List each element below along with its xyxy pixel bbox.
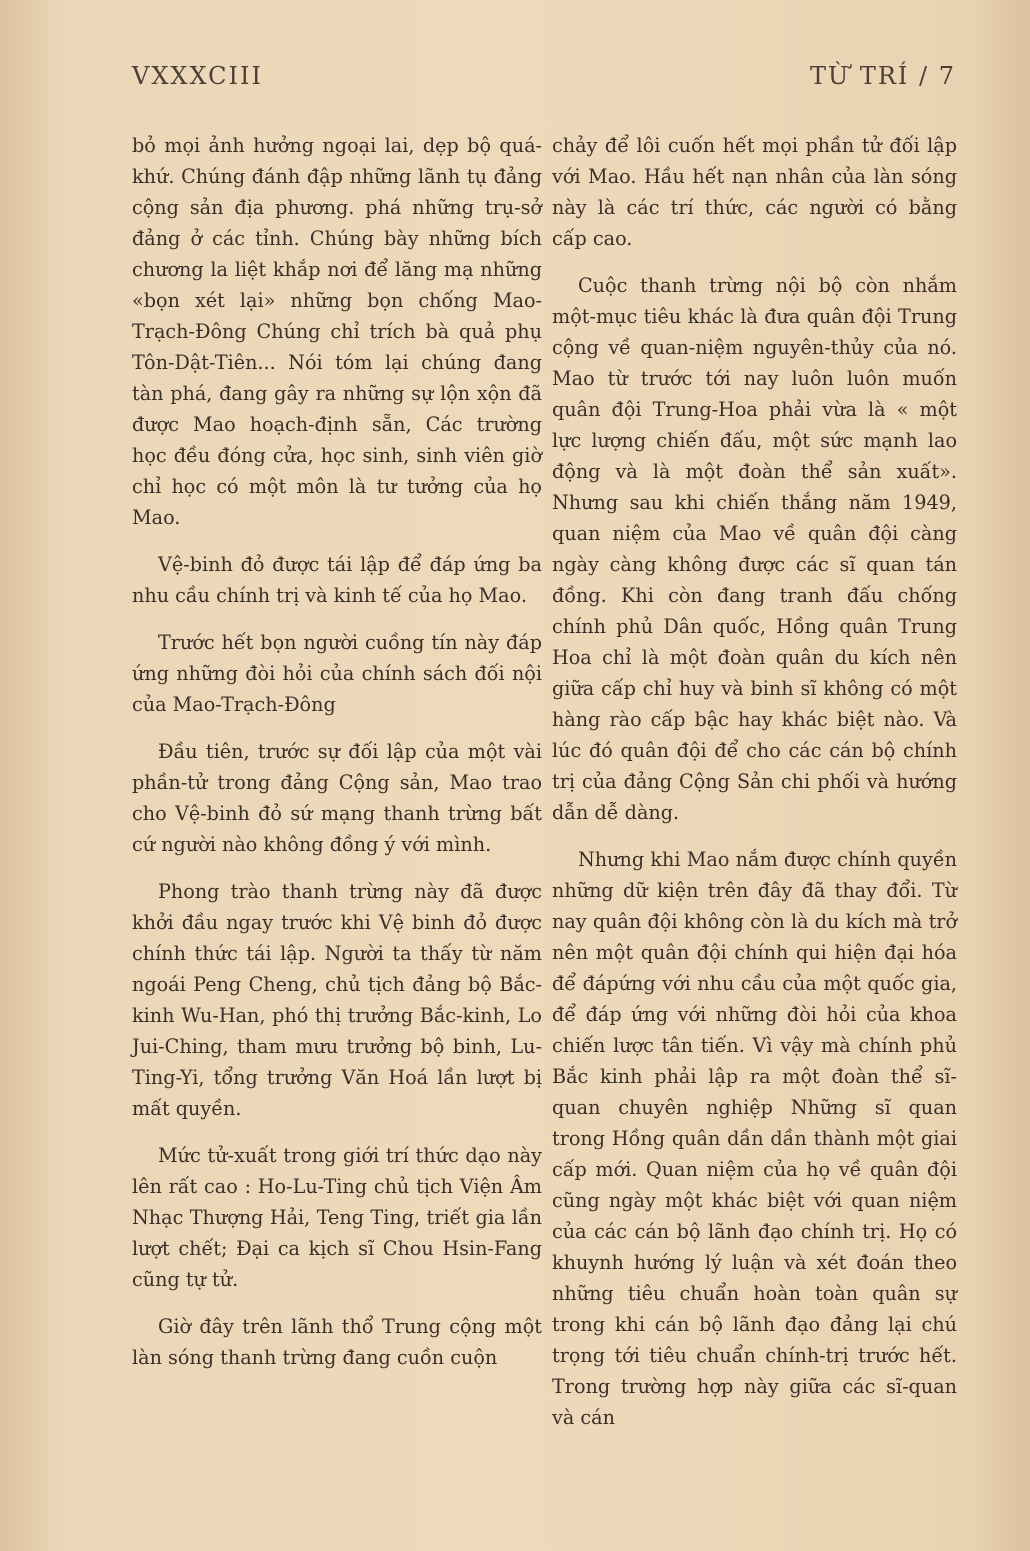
paragraph: bỏ mọi ảnh hưởng ngoại lai, dẹp bộ quá-khứ. Chúng đánh đập những lãnh tụ đảng cộng sản địa phương. phá những trụ-sở đảng ở các tỉnh. Chúng bày những bích chương la liệt khắp nơi để lăng mạ những «bọn xét lại» những bọn chống Mao-Trạch-Đông Chúng chỉ trích bà quả phụ Tôn-Dật-Tiên... Nói tóm lại chúng đang tàn phá, đang gây ra những sự lộn xộn đã được Mao hoạch-định sẵn, Các trường học đều đóng cửa, học sinh, sinh viên giờ chỉ học có một môn là tư tưởng của họ Mao.	[132, 134, 542, 529]
paragraph: Giờ đây trên lãnh thổ Trung cộng một làn sóng thanh trừng đang cuồn cuộn	[132, 1315, 542, 1369]
paragraph: Đầu tiên, trước sự đối lập của một vài phần-tử trong đảng Cộng sản, Mao trao cho Vệ-binh đỏ sứ mạng thanh trừng bất cứ người nào không đồng ý với mình.	[132, 740, 542, 856]
paragraph: chảy để lôi cuốn hết mọi phần tử đối lập với Mao. Hầu hết nạn nhân của làn sóng này là các trí thức, các người có bằng cấp cao.	[552, 134, 957, 250]
paragraph: Vệ-binh đỏ được tái lập để đáp ứng ba nhu cầu chính trị và kinh tế của họ Mao.	[132, 553, 542, 607]
left-column	[132, 130, 542, 1389]
paragraph: Mức tử-xuất trong giới trí thức dạo này lên rất cao : Ho-Lu-Ting chủ tịch Viện Âm Nhạc Thượng Hải, Teng Ting, triết gia lần lượt chết; Đại ca kịch sĩ Chou Hsin-Fang cũng tự tử.	[132, 1144, 542, 1291]
paragraph: Nhưng khi Mao nắm được chính quyền những dữ kiện trên đây đã thay đổi. Từ nay quân đội không còn là du kích mà trở nên một quân đội chính qui hiện đại hóa để đápứng với nhu cầu của một quốc gia, để đáp ứng với những đòi hỏi của khoa chiến lược tân tiến. Vì vậy mà chính phủ Bắc kinh phải lập ra một đoàn thể sĩ-quan chuyên nghiệp Những sĩ quan trong Hồng quân dần dần thành một giai cấp mới. Quan niệm của họ về quân đội cũng ngày một khác biệt với quan niệm của các cán bộ lãnh đạo chính trị. Họ có khuynh hướng lý luận và xét đoán theo những tiêu chuẩn hoàn toàn quân sự trong khi cán bộ lãnh đạo đảng lại chú trọng tới tiêu chuẩn chính-trị trước hết. Trong trường hợp này giữa các sĩ-quan và cán	[552, 848, 957, 1429]
right-column	[552, 130, 957, 1449]
paragraph: Trước hết bọn người cuồng tín này đáp ứng những đòi hỏi của chính sách đối nội của Mao-Trạch-Đông	[132, 631, 542, 716]
paragraph: Phong trào thanh trừng này đã được khởi đầu ngay trước khi Vệ binh đỏ được chính thức tái lập. Người ta thấy từ năm ngoái Peng Cheng, chủ tịch đảng bộ Bắc-kinh Wu-Han, phó thị trưởng Bắc-kinh, Lo Jui-Ching, tham mưu trưởng bộ binh, Lu-Ting-Yi, tổng trưởng Văn Hoá lần lượt bị mất quyền.	[132, 880, 542, 1120]
header-left-code: VXXXCIII	[132, 62, 263, 90]
running-header	[132, 62, 956, 98]
paragraph: Cuộc thanh trừng nội bộ còn nhắm một-mục tiêu khác là đưa quân đội Trung cộng về quan-niệm nguyên-thủy của nó. Mao từ trước tới nay luôn luôn muốn quân đội Trung-Hoa phải vừa là « một lực lượng chiến đấu, một sức mạnh lao động và là một đoàn thể sản xuất». Nhưng sau khi chiến thắng năm 1949, quan niệm của Mao về quân đội càng ngày càng không được các sĩ quan tán đồng. Khi còn đang tranh đấu chống chính phủ Dân quốc, Hồng quân Trung Hoa chỉ là một đoàn quân du kích nên giữa cấp chỉ huy và binh sĩ không có một hàng rào cấp bậc hay khác biệt nào. Và lúc đó quân đội để cho các cán bộ chính trị của đảng Cộng Sản chi phối và hướng dẫn dễ dàng.	[552, 274, 957, 824]
header-author-page: TỪ TRÍ / 7	[809, 62, 956, 90]
